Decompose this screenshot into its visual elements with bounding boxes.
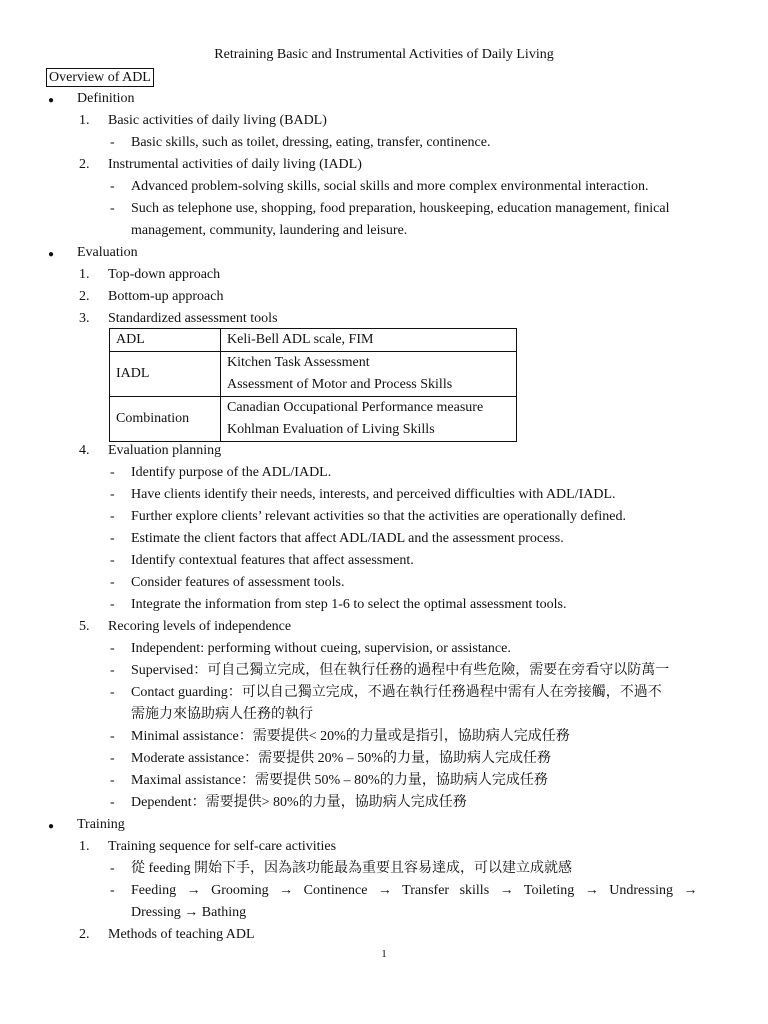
- item-evaluation-planning: Evaluation planning: [108, 443, 222, 458]
- sequence-order: Feeding → Grooming → Continence → Transfer skills → Toileting → Undressing →: [131, 883, 698, 898]
- dash-marker: -: [110, 773, 115, 788]
- item-badl: Basic activities of daily living (BADL): [108, 113, 327, 128]
- page-number: 1: [381, 948, 387, 960]
- bullet-icon: ●: [48, 95, 55, 106]
- bullet-icon: ●: [48, 821, 55, 832]
- tool-name: Assessment of Motor and Process Skills: [227, 377, 453, 392]
- dash-marker: -: [110, 641, 115, 656]
- iadl-examples-cont: management, community, laundering and leisure.: [131, 223, 408, 238]
- item-standardized-tools: Standardized assessment tools: [108, 311, 278, 326]
- planning-step: Estimate the client factors that affect ADL/IADL and the assessment process.: [131, 531, 564, 546]
- dash-marker: -: [110, 465, 115, 480]
- item-number: 1.: [79, 839, 90, 854]
- dash-marker: -: [110, 883, 115, 898]
- bullet-training: Training: [77, 817, 125, 832]
- level-dependent: Dependent：需要提供> 80%的力量，協助病人完成任務: [131, 795, 467, 810]
- tool-name: Canadian Occupational Performance measure: [227, 400, 484, 415]
- bullet-icon: ●: [48, 249, 55, 260]
- dash-marker: -: [110, 795, 115, 810]
- item-number: 1.: [79, 267, 90, 282]
- planning-step: Further explore clients’ relevant activities so that the activities are operationally defined.: [131, 509, 626, 524]
- level-moderate: Moderate assistance：需要提供 20% – 50%的力量，協助病人完成任務: [131, 751, 551, 766]
- tool-name: Kohlman Evaluation of Living Skills: [227, 422, 435, 437]
- table-row: [110, 329, 517, 352]
- iadl-examples: Such as telephone use, shopping, food preparation, houskeeping, education management, finical: [131, 201, 670, 216]
- level-contact-guarding: Contact guarding：可以自己獨立完成，不過在執行任務過程中需有人在旁接觸，不過不: [131, 685, 662, 700]
- item-bottom-up: Bottom-up approach: [108, 289, 224, 304]
- document-title: Retraining Basic and Instrumental Activities of Daily Living: [214, 47, 554, 62]
- dash-marker: -: [110, 685, 115, 700]
- level-contact-guarding-cont: 需施力來協助病人任務的執行: [131, 707, 313, 722]
- sequence-note: 從 feeding 開始下手，因為該功能最為重要且容易達成，可以建立成就感: [131, 861, 572, 876]
- section-heading: Overview of ADL: [46, 68, 154, 87]
- dash-marker: -: [110, 135, 115, 150]
- tool-name: Keli-Bell ADL scale, FIM: [227, 332, 374, 347]
- table-row: [110, 397, 517, 442]
- item-number: 2.: [79, 927, 90, 942]
- assessment-tools-table: [109, 328, 517, 442]
- dash-marker: -: [110, 729, 115, 744]
- dash-marker: -: [110, 487, 115, 502]
- dash-marker: -: [110, 531, 115, 546]
- level-maximal: Maximal assistance：需要提供 50% – 80%的力量，協助病人完成任務: [131, 773, 548, 788]
- dash-marker: -: [110, 179, 115, 194]
- dash-marker: -: [110, 201, 115, 216]
- dash-marker: -: [110, 751, 115, 766]
- planning-step: Identify contextual features that affect assessment.: [131, 553, 414, 568]
- dash-marker: -: [110, 597, 115, 612]
- dash-marker: -: [110, 575, 115, 590]
- item-training-sequence: Training sequence for self-care activities: [108, 839, 337, 854]
- level-independent: Independent: performing without cueing, supervision, or assistance.: [131, 641, 511, 656]
- dash-marker: -: [110, 861, 115, 876]
- level-minimal: Minimal assistance：需要提供< 20%的力量或是指引，協助病人完成任務: [131, 729, 570, 744]
- item-number: 4.: [79, 443, 90, 458]
- sequence-order-cont: Dressing → Bathing: [131, 905, 247, 920]
- bullet-definition: Definition: [77, 91, 135, 106]
- item-number: 1.: [79, 113, 90, 128]
- table-category: ADL: [110, 329, 221, 352]
- planning-step: Integrate the information from step 1-6 to select the optimal assessment tools.: [131, 597, 567, 612]
- item-levels-of-independence: Recoring levels of independence: [108, 619, 292, 634]
- planning-step: Consider features of assessment tools.: [131, 575, 345, 590]
- table-tools: [221, 397, 517, 442]
- level-supervised: Supervised：可自己獨立完成，但在執行任務的過程中有些危險，需要在旁看守以防萬一: [131, 663, 670, 678]
- tool-name: Kitchen Task Assessment: [227, 355, 370, 370]
- table-category: IADL: [110, 352, 221, 397]
- table-tools: [221, 329, 517, 352]
- item-number: 3.: [79, 311, 90, 326]
- item-teaching-methods: Methods of teaching ADL: [108, 927, 255, 942]
- bullet-evaluation: Evaluation: [77, 245, 138, 260]
- dash-marker: -: [110, 663, 115, 678]
- item-number: 2.: [79, 289, 90, 304]
- dash-marker: -: [110, 553, 115, 568]
- dash-marker: -: [110, 509, 115, 524]
- item-number: 2.: [79, 157, 90, 172]
- planning-step: Identify purpose of the ADL/IADL.: [131, 465, 332, 480]
- iadl-description: Advanced problem-solving skills, social skills and more complex environmental interaction.: [131, 179, 649, 194]
- table-tools: [221, 352, 517, 397]
- badl-description: Basic skills, such as toilet, dressing, eating, transfer, continence.: [131, 135, 491, 150]
- table-category: Combination: [110, 397, 221, 442]
- item-iadl: Instrumental activities of daily living (IADL): [108, 157, 362, 172]
- planning-step: Have clients identify their needs, interests, and perceived difficulties with ADL/IADL.: [131, 487, 616, 502]
- item-number: 5.: [79, 619, 90, 634]
- table-row: [110, 352, 517, 397]
- item-top-down: Top-down approach: [108, 267, 221, 282]
